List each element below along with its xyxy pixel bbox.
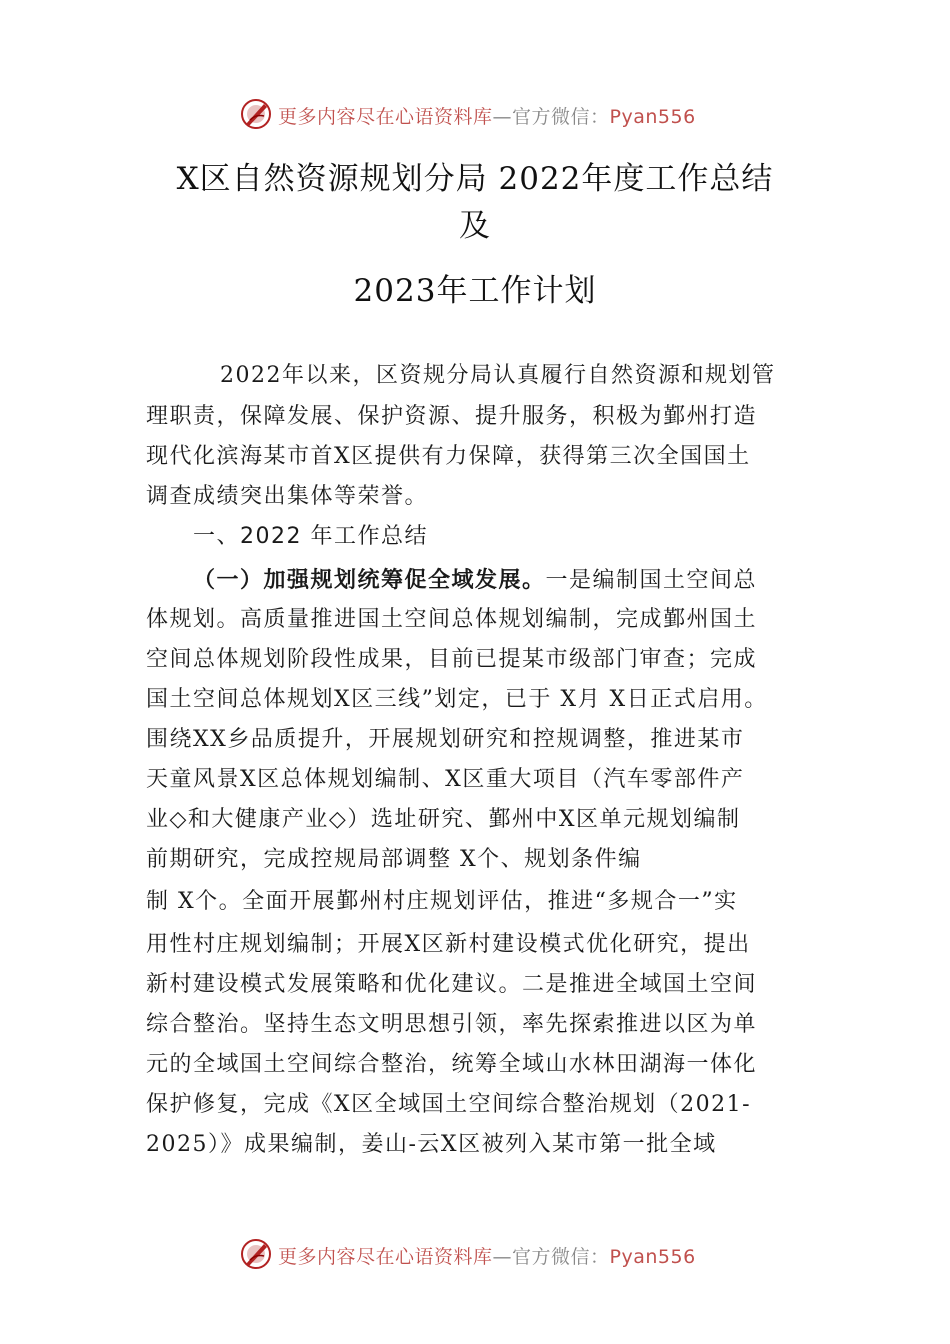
intro-line: 2022年以来，区资规分局认真履行自然资源和规划管	[220, 363, 776, 388]
body-line: 围绕XX乡品质提升，开展规划研究和控规调整，推进某市	[146, 727, 745, 752]
document-title-line2: 及	[459, 208, 491, 244]
body-line: 综合整治。坚持生态文明思想引领，率先探索推进以区为单	[146, 1012, 758, 1037]
document-title-line1: X区自然资源规划分局 2022年度工作总结	[176, 161, 774, 197]
subsection-heading: （一）加强规划统筹促全域发展。	[193, 567, 546, 593]
watermark-wechat-label: 官方微信：	[512, 106, 610, 128]
body-line: 元的全域国土空间综合整治，统筹全域山水林田湖海一体化	[146, 1052, 758, 1077]
body-line: 前期研究，完成控规局部调整 X个、规划条件编	[146, 847, 642, 872]
watermark-header	[0, 94, 950, 134]
body-line: 天童风景X区总体规划编制、X区重大项目（汽车零部件产	[146, 767, 745, 792]
watermark-wechat-id: Pyan556	[609, 1246, 696, 1268]
section-heading: 一、2022 年工作总结	[193, 524, 428, 549]
intro-line: 理职责，保障发展、保护资源、提升服务，积极为鄞州打造	[146, 404, 758, 429]
intro-line: 调查成绩突出集体等荣誉。	[146, 484, 429, 509]
body-line: 体规划。高质量推进国土空间总体规划编制，完成鄞州国土	[146, 607, 758, 632]
watermark-dash: —	[492, 106, 513, 128]
brand-logo-icon	[238, 96, 274, 132]
body-line: 业◇和大健康产业◇）选址研究、鄞州中X区单元规划编制	[146, 807, 741, 832]
brand-logo-icon	[238, 1236, 274, 1272]
subsection-first-line	[193, 563, 757, 594]
watermark-dash: —	[492, 1246, 513, 1268]
document-title-line3: 2023年工作计划	[353, 273, 597, 309]
body-line: 2025）》成果编制，姜山-云X区被列入某市第一批全域	[146, 1132, 717, 1157]
body-line: 制 X个。全面开展鄞州村庄规划评估，推进“多规合一”实	[146, 889, 738, 914]
body-line: 用性村庄规划编制；开展X区新村建设模式优化研究，提出	[146, 932, 751, 957]
body-line: 新村建设模式发展策略和优化建议。二是推进全域国土空间	[146, 972, 758, 997]
body-line: 保护修复，完成《X区全域国土空间综合整治规划（2021-	[146, 1092, 752, 1117]
watermark-brand: 更多内容尽在心语资料库	[278, 106, 493, 128]
body-line: 空间总体规划阶段性成果，目前已提某市级部门审查；完成	[146, 647, 758, 672]
body-line: 国土空间总体规划X区三线”划定，已于 X月 X日正式启用。	[146, 687, 768, 712]
watermark-text	[278, 102, 696, 129]
subsection-lead: 一是编制国土空间总	[545, 568, 758, 593]
intro-line: 现代化滨海某市首X区提供有力保障，获得第三次全国国土	[146, 444, 751, 469]
watermark-text	[278, 1242, 696, 1269]
watermark-wechat-label: 官方微信：	[512, 1246, 610, 1268]
watermark-brand: 更多内容尽在心语资料库	[278, 1246, 493, 1268]
watermark-wechat-id: Pyan556	[609, 106, 696, 128]
watermark-footer	[0, 1234, 950, 1274]
